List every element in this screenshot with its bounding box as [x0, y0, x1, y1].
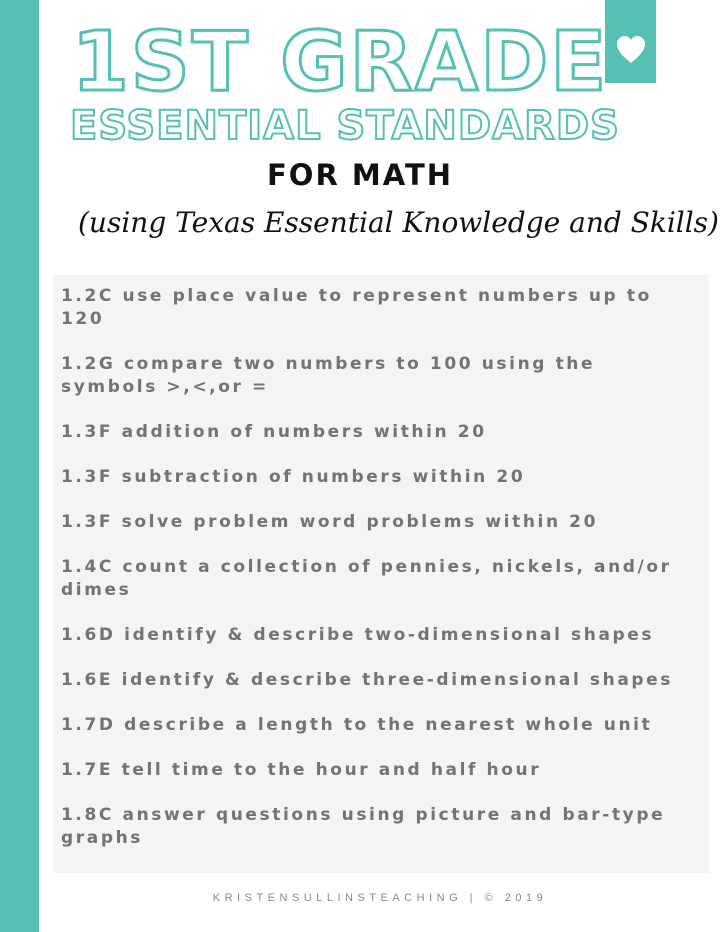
- subject-label: FOR MATH: [267, 158, 453, 192]
- teks-note: (using Texas Essential Knowledge and Skills): [78, 206, 719, 239]
- accent-side-bar: [0, 0, 39, 932]
- standard-item: 1.7E tell time to the hour and half hour: [61, 760, 542, 780]
- standard-item: 1.4C count a collection of pennies, nickels, and/or dimes: [61, 557, 672, 600]
- standard-item: 1.3F solve problem word problems within 20: [61, 512, 599, 532]
- standard-item: 1.2C use place value to represent numbers up to 120: [61, 286, 652, 329]
- standard-item: 1.8C answer questions using picture and bar-type graphs: [61, 805, 666, 848]
- standard-item: 1.2G compare two numbers to 100 using the symbols >,<,or =: [61, 354, 596, 397]
- standard-item: 1.6E identify & describe three-dimensional shapes: [61, 670, 674, 690]
- standard-item: 1.3F addition of numbers within 20: [61, 422, 487, 442]
- standards-panel: [53, 275, 709, 873]
- footer-credit: KRISTENSULLINSTEACHING | © 2019: [212, 892, 548, 904]
- page-title: 1ST GRADE: [71, 15, 609, 110]
- standards-list: [53, 275, 709, 850]
- page-subtitle: ESSENTIAL STANDARDS: [70, 103, 620, 149]
- standard-item: 1.7D describe a length to the nearest whole unit: [61, 715, 653, 735]
- standard-item: 1.6D identify & describe two-dimensional shapes: [61, 625, 655, 645]
- standard-item: 1.3F subtraction of numbers within 20: [61, 467, 526, 487]
